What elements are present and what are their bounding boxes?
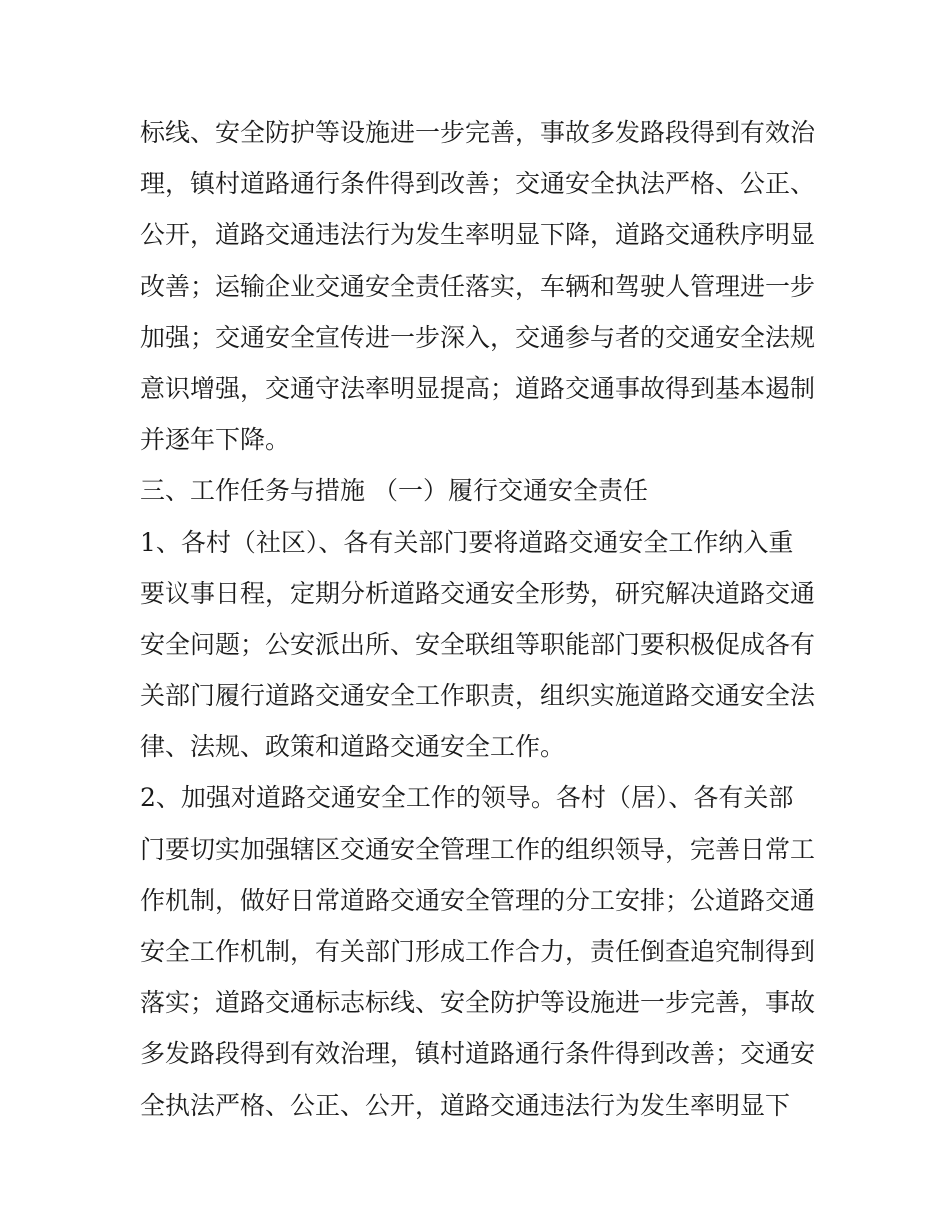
text-line: 多发路段得到有效治理，镇村道路通行条件得到改善；交通安 [140, 1039, 816, 1069]
text-line: 公开，道路交通违法行为发生率明显下降，道路交通秩序明显 [140, 220, 816, 250]
text-line: 门要切实加强辖区交通安全管理工作的组织领导，完善日常工 [140, 834, 816, 864]
text-line: 1、各村（社区）、各有关部门要将道路交通安全工作纳入重 [140, 527, 794, 557]
body-text [140, 107, 820, 1131]
text-line: 理，镇村道路通行条件得到改善；交通安全执法严格、公正、 [140, 169, 816, 199]
text-line: 作机制，做好日常道路交通安全管理的分工安排；公道路交通 [140, 885, 816, 915]
text-line: 律、法规、政策和道路交通安全工作。 [140, 732, 566, 762]
text-line: 要议事日程，定期分析道路交通安全形势，研究解决道路交通 [140, 578, 816, 608]
text-line: 改善；运输企业交通安全责任落实，车辆和驾驶人管理进一步 [140, 271, 816, 301]
text-line: 关部门履行道路交通安全工作职责，组织实施道路交通安全法 [140, 681, 816, 711]
section-heading: 三、工作任务与措施 （一）履行交通安全责任 [140, 476, 648, 506]
text-line: 意识增强，交通守法率明显提高；道路交通事故得到基本遏制 [140, 373, 816, 403]
text-line: 全执法严格、公正、公开，道路交通违法行为发生率明显下 [140, 1090, 791, 1120]
text-line: 安全工作机制，有关部门形成工作合力，责任倒查追究制得到 [140, 937, 816, 966]
text-line: 落实；道路交通标志标线、安全防护等设施进一步完善，事故 [140, 988, 816, 1018]
text-line: 标线、安全防护等设施进一步完善，事故多发路段得到有效治 [140, 118, 816, 147]
text-line: 并逐年下降。 [140, 425, 291, 455]
text-line: 2、加强对道路交通安全工作的领导。各村（居）、各有关部 [140, 783, 794, 813]
text-line: 安全问题；公安派出所、安全联组等职能部门要积极促成各有 [140, 629, 816, 659]
text-line: 加强；交通安全宣传进一步深入，交通参与者的交通安全法规 [140, 322, 816, 352]
